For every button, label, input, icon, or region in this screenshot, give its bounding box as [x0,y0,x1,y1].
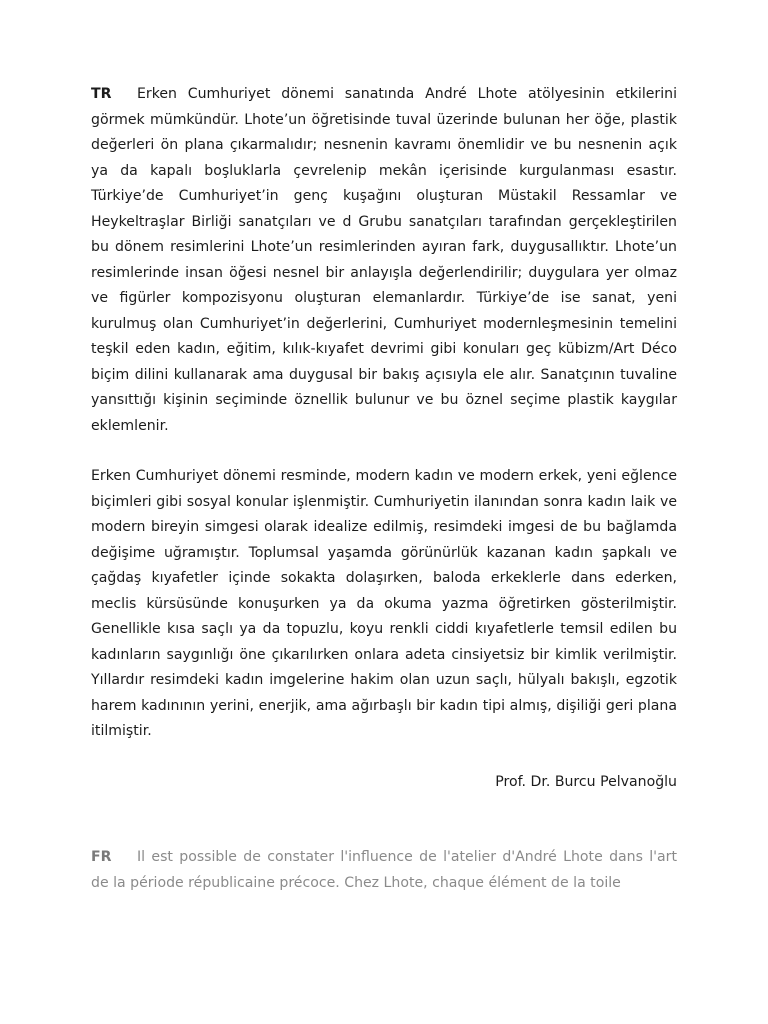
tr-paragraph-2: Erken Cumhuriyet dönemi resminde, modern kadın ve modern erkek, yeni eğlence biçimleri gibi sosyal konular işlenmiştir. Cumhuriyetin ilanından sonra kadın laik ve modern bireyin simgesi olarak idealize edilmiş, resimdeki imgesi de bu bağlamda değişime uğramıştır. Toplumsal yaşamda görünürlük kazanan kadın şapkalı ve çağdaş kıyafetler içinde sokakta dolaşırken, baloda erkeklerle dans ederken, meclis kürsüsünde konuşurken ya da okuma yazma öğretirken gösterilmiştir. Genellikle kısa saçlı ya da topuzlu, koyu renkli ciddi kıyafetlerle temsil edilen bu kadınların saygınlığı öne çıkarılırken onlara adeta cinsiyetsiz bir kimlik verilmiştir. Yıllardır resimdeki kadın imgelerine hakim olan uzun saçlı, hülyalı bakışlı, egzotik harem kadınının yerini, enerjik, ama ağırbaşlı bir kadın tipi almış, dişiliği geri plana itilmiştir. [91,468,677,739]
fr-paragraph-1-text: Il est possible de constater l'influence de l'atelier d'André Lhote dans l'art de la période républicaine précoce. Chez Lhote, chaque élément de la toile [91,849,677,891]
tr-paragraph-1 [91,82,677,439]
fr-language-label: FR [91,849,112,865]
paragraph-spacer [91,439,677,464]
document-content [91,82,677,896]
section-spacer [91,795,677,845]
fr-paragraph-1 [91,845,677,896]
tr-language-label: TR [91,86,112,102]
paragraph-spacer [91,745,677,770]
tr-paragraph-1-text: Erken Cumhuriyet dönemi sanatında André Lhote atölyesinin etkilerini görmek mümkündür. Lhote’un öğretisinde tuval üzerinde bulunan her öğe, plastik değerleri ön plana çıkarmalıdır; nesnenin kavramı önemlidir ve bu nesnenin açık ya da kapalı boşluklarla çevrelenip mekân içerisinde kurgulanması esastır. Türkiye’de Cumhuriyet’in genç kuşağını oluşturan Müstakil Ressamlar ve Heykeltraşlar Birliği sanatçıları ve d Grubu sanatçıları tarafından gerçekleştirilen bu dönem resimlerini Lhote’un resimlerinden ayıran fark, duygusallıktır. Lhote’un resimlerinde insan öğesi nesnel bir anlayışla değerlendirilir; duygulara yer olmaz ve figürler kompozisyonu oluşturan elemanlardır. Türkiye’de ise sanat, yeni kurulmuş olan Cumhuriyet’in değerlerini, Cumhuriyet modernleşmesinin temelini teşkil eden kadın, eğitim, kılık-kıyafet devrimi gibi konuları geç kübizm/Art Déco biçim dilini kullanarak ama duygusal bir bakış açısıyla ele alır. Sanatçının tuvaline yansıttığı kişinin seçiminde öznellik bulunur ve bu öznel seçime plastik kaygılar eklemlenir. [91,86,677,434]
author-signature: Prof. Dr. Burcu Pelvanoğlu [495,773,677,790]
